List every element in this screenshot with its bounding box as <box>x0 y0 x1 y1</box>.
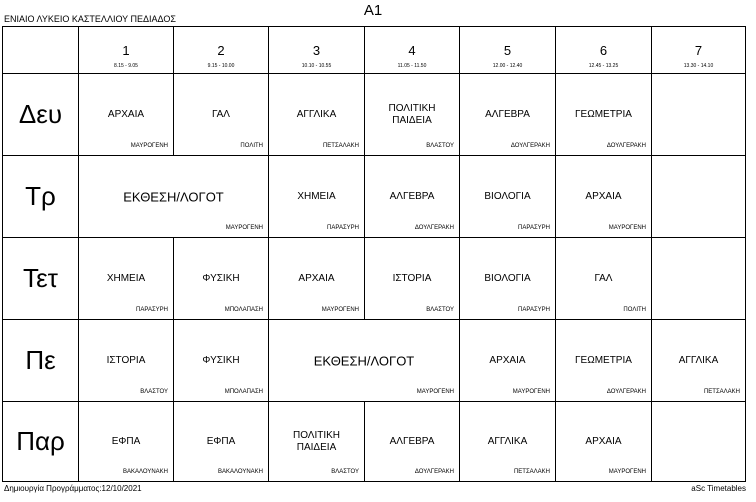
teacher-name: ΔΟΥΛΓΕΡΑΚΗ <box>606 389 646 395</box>
teacher-name: ΒΑΚΑΛΟΥΝΑΚΗ <box>217 469 263 475</box>
day-label: Παρ <box>3 402 79 481</box>
teacher-name: ΒΑΚΑΛΟΥΝΑΚΗ <box>122 469 168 475</box>
teacher-name: ΔΟΥΛΓΕΡΑΚΗ <box>606 143 646 149</box>
subject-name: ΑΡΧΑΙΑ <box>585 435 622 447</box>
day-label: Δευ <box>3 74 79 156</box>
subject-name: ΑΡΧΑΙΑ <box>585 190 622 202</box>
period-header <box>365 27 460 74</box>
period-header <box>269 27 365 74</box>
creation-date: Δημιουργία Προγράμματος:12/10/2021 <box>4 484 142 493</box>
lesson-cell <box>460 74 556 156</box>
teacher-name: ΠΟΛΙΤΗ <box>623 307 646 313</box>
software-brand: aSc Timetables <box>691 484 746 493</box>
teacher-name: ΜΑΥΡΟΓΕΝΗ <box>512 389 550 395</box>
teacher-name: ΜΑΥΡΟΓΕΝΗ <box>608 225 646 231</box>
teacher-name: ΜΑΥΡΟΓΕΝΗ <box>416 389 454 395</box>
subject-name: ΠΟΛΙΤΙΚΗ ΠΑΙΔΕΙΑ <box>388 102 436 126</box>
lesson-cell <box>365 402 460 481</box>
lesson-cell <box>79 402 174 481</box>
subject-name: ΕΦΠΑ <box>111 435 141 447</box>
lesson-cell <box>269 156 365 238</box>
lesson-cell <box>174 402 269 481</box>
subject-name: ΑΡΧΑΙΑ <box>107 108 145 120</box>
period-number: 2 <box>217 43 225 58</box>
lesson-cell <box>79 238 174 320</box>
corner-cell <box>3 27 79 74</box>
subject-name: ΦΥΣΙΚΗ <box>202 272 240 284</box>
period-header <box>556 27 652 74</box>
lesson-cell <box>460 156 556 238</box>
lesson-cell <box>365 156 460 238</box>
teacher-name: ΒΛΑΣΤΟΥ <box>426 143 454 149</box>
subject-name: ΑΡΧΑΙΑ <box>298 272 335 284</box>
lesson-cell <box>652 238 745 320</box>
school-name: ΕΝΙΑΙΟ ΛΥΚΕΙΟ ΚΑΣΤΕΛΛΙΟΥ ΠΕΔΙΑΔΟΣ <box>4 14 176 24</box>
period-time: 12.00 - 12.40 <box>492 63 523 69</box>
lesson-cell <box>269 74 365 156</box>
teacher-name: ΜΑΥΡΟΓΕΝΗ <box>321 307 359 313</box>
teacher-name: ΠΕΤΣΑΛΑΚΗ <box>703 389 740 395</box>
lesson-cell <box>365 238 460 320</box>
day-label: Τετ <box>3 238 79 320</box>
teacher-name: ΜΠΟΛΑΠΑΣΗ <box>224 389 263 395</box>
subject-name: ΑΓΓΛΙΚΑ <box>678 354 719 366</box>
teacher-name: ΜΑΥΡΟΓΕΝΗ <box>608 469 646 475</box>
subject-name: ΙΣΤΟΡΙΑ <box>392 272 432 284</box>
teacher-name: ΠΟΛΙΤΗ <box>240 143 263 149</box>
period-header <box>79 27 174 74</box>
period-time: 13.30 - 14.10 <box>683 63 714 69</box>
teacher-name: ΠΑΡΑΣΥΡΗ <box>136 307 168 313</box>
lesson-cell <box>269 238 365 320</box>
teacher-name: ΠΑΡΑΣΥΡΗ <box>327 225 359 231</box>
lesson-cell <box>460 320 556 402</box>
teacher-name: ΠΑΡΑΣΥΡΗ <box>518 225 550 231</box>
lesson-cell <box>556 320 652 402</box>
teacher-name: ΔΟΥΛΓΕΡΑΚΗ <box>510 143 550 149</box>
subject-name: ΓΑΛ <box>594 272 613 284</box>
period-time: 11.05 - 11.50 <box>397 63 427 69</box>
teacher-name: ΔΟΥΛΓΕΡΑΚΗ <box>414 469 454 475</box>
teacher-name: ΠΕΤΣΑΛΑΚΗ <box>322 143 359 149</box>
subject-name: ΧΗΜΕΙΑ <box>297 190 336 202</box>
subject-name: ΒΙΟΛΟΓΙΑ <box>484 272 531 284</box>
period-header <box>460 27 556 74</box>
subject-name: ΕΚΘΕΣΗ/ΛΟΓΟΤ <box>313 353 415 368</box>
subject-name: ΒΙΟΛΟΓΙΑ <box>484 190 531 202</box>
lesson-cell <box>652 156 745 238</box>
lesson-cell <box>79 320 174 402</box>
subject-name: ΑΛΓΕΒΡΑ <box>389 190 435 202</box>
lesson-cell <box>556 238 652 320</box>
teacher-name: ΜΑΥΡΟΓΕΝΗ <box>130 143 168 149</box>
lesson-cell <box>652 320 745 402</box>
period-number: 3 <box>312 43 321 58</box>
subject-name: ΦΥΣΙΚΗ <box>202 354 240 366</box>
lesson-cell <box>79 74 174 156</box>
lesson-cell <box>556 156 652 238</box>
teacher-name: ΜΠΟΛΑΠΑΣΗ <box>224 307 263 313</box>
teacher-name: ΒΛΑΣΤΟΥ <box>140 389 168 395</box>
period-time: 9.15 - 10.00 <box>207 63 235 69</box>
subject-name: ΑΓΓΛΙΚΑ <box>487 435 528 447</box>
period-number: 7 <box>694 43 703 58</box>
period-number: 5 <box>503 43 512 58</box>
subject-name: ΕΦΠΑ <box>206 435 236 447</box>
subject-name: ΑΛΓΕΒΡΑ <box>389 435 435 447</box>
teacher-name: ΠΑΡΑΣΥΡΗ <box>518 307 550 313</box>
lesson-cell <box>269 402 365 481</box>
subject-name: ΧΗΜΕΙΑ <box>106 272 146 284</box>
lesson-cell <box>652 74 745 156</box>
teacher-name: ΔΟΥΛΓΕΡΑΚΗ <box>414 225 454 231</box>
lesson-cell <box>174 320 269 402</box>
lesson-cell <box>460 402 556 481</box>
timetable-grid <box>2 26 746 482</box>
period-number: 4 <box>408 43 416 58</box>
subject-name: ΠΟΛΙΤΙΚΗ ΠΑΙΔΕΙΑ <box>292 429 341 453</box>
period-time: 10.10 - 10.55 <box>301 63 332 69</box>
lesson-cell <box>556 74 652 156</box>
subject-name: ΑΓΓΛΙΚΑ <box>296 108 337 120</box>
period-number: 6 <box>599 43 608 58</box>
period-time: 12.45 - 13.25 <box>588 63 619 69</box>
day-label: Τρ <box>3 156 79 238</box>
teacher-name: ΜΑΥΡΟΓΕΝΗ <box>225 225 263 231</box>
lesson-cell <box>460 238 556 320</box>
lesson-cell <box>652 402 745 481</box>
period-number: 1 <box>122 43 130 58</box>
period-header <box>652 27 745 74</box>
subject-name: ΓΑΛ <box>212 108 230 120</box>
period-header <box>174 27 269 74</box>
teacher-name: ΒΛΑΣΤΟΥ <box>426 307 454 313</box>
subject-name: ΑΡΧΑΙΑ <box>489 354 526 366</box>
lesson-cell <box>174 74 269 156</box>
lesson-cell <box>556 402 652 481</box>
subject-name: ΑΛΓΕΒΡΑ <box>485 108 530 120</box>
subject-name: ΙΣΤΟΡΙΑ <box>106 354 146 366</box>
teacher-name: ΠΕΤΣΑΛΑΚΗ <box>513 469 550 475</box>
subject-name: ΓΕΩΜΕΤΡΙΑ <box>575 354 632 366</box>
period-time: 8.15 - 9.05 <box>114 63 138 69</box>
day-label: Πε <box>3 320 79 402</box>
lesson-cell <box>269 320 460 402</box>
lesson-cell <box>79 156 269 238</box>
teacher-name: ΒΛΑΣΤΟΥ <box>331 469 359 475</box>
subject-name: ΓΕΩΜΕΤΡΙΑ <box>575 108 632 120</box>
lesson-cell <box>174 238 269 320</box>
class-title: Α1 <box>363 2 383 19</box>
subject-name: ΕΚΘΕΣΗ/ΛΟΓΟΤ <box>123 189 224 204</box>
lesson-cell <box>365 74 460 156</box>
